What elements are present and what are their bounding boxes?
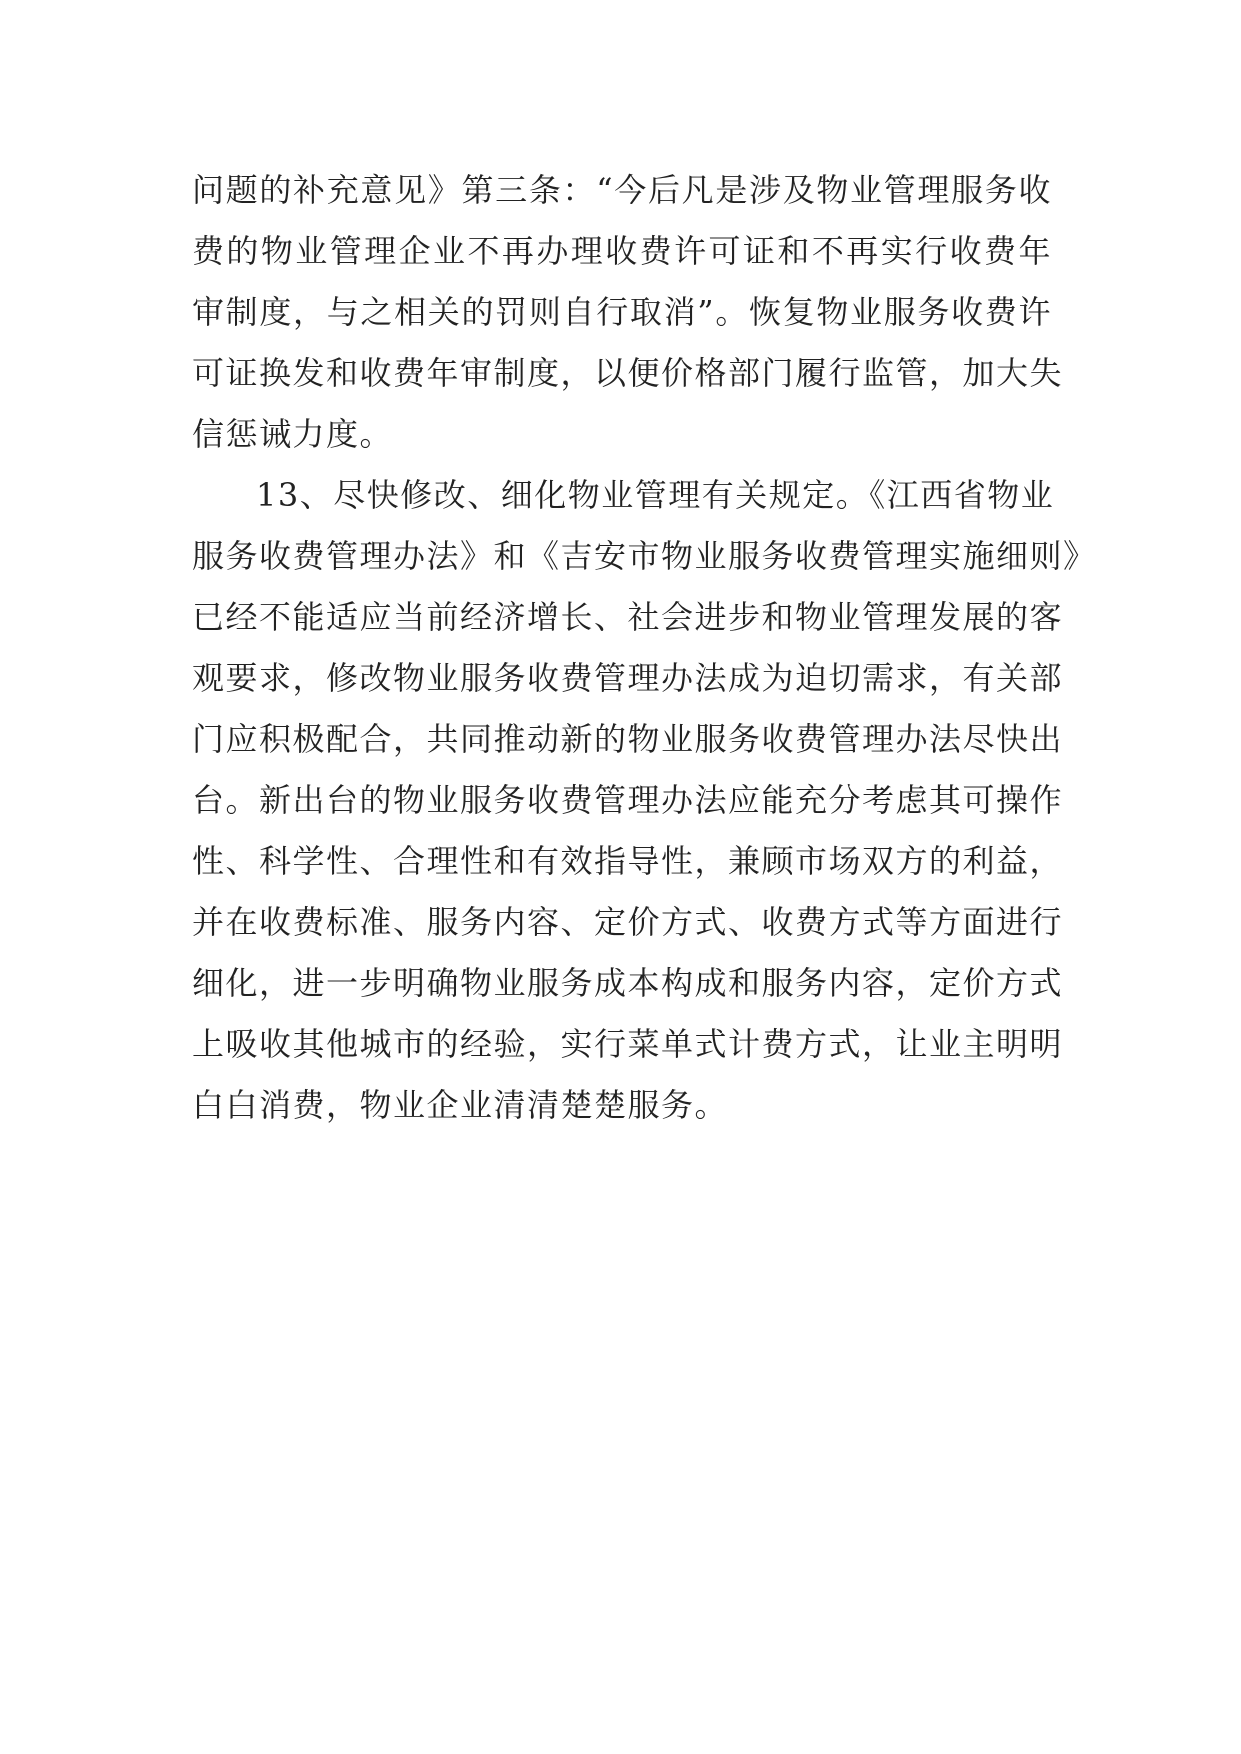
- text-line: 性、科学性、合理性和有效指导性，兼顾市场双方的利益，: [192, 842, 1064, 880]
- text-line: 白白消费，物业企业清清楚楚服务。: [192, 1086, 729, 1124]
- text-line: 信惩诫力度。: [192, 415, 394, 453]
- text-line: 费的物业管理企业不再办理收费许可证和不再实行收费年: [192, 232, 1052, 270]
- text-line: 问题的补充意见》第三条：“今后凡是涉及物业管理服务收: [192, 171, 1052, 209]
- text-line: 并在收费标准、服务内容、定价方式、收费方式等方面进行: [192, 903, 1064, 941]
- paragraph-first-line: 13、尽快修改、细化物业管理有关规定。《江西省物业: [256, 476, 1055, 514]
- text-line: 细化，进一步明确物业服务成本构成和服务内容，定价方式: [192, 964, 1064, 1002]
- text-line: 观要求，修改物业服务收费管理办法成为迫切需求，有关部: [192, 659, 1064, 697]
- document-body: [192, 160, 1097, 1136]
- text-line: 上吸收其他城市的经验，实行菜单式计费方式，让业主明明: [192, 1025, 1064, 1063]
- text-line: 审制度，与之相关的罚则自行取消”。恢复物业服务收费许: [192, 293, 1052, 331]
- text-line: 可证换发和收费年审制度，以便价格部门履行监管，加大失: [192, 354, 1064, 392]
- text-line: 门应积极配合，共同推动新的物业服务收费管理办法尽快出: [192, 720, 1064, 758]
- text-line: 台。新出台的物业服务收费管理办法应能充分考虑其可操作: [192, 781, 1064, 819]
- text-line: 服务收费管理办法》和《吉安市物业服务收费管理实施细则》: [192, 537, 1097, 575]
- text-line: 已经不能适应当前经济增长、社会进步和物业管理发展的客: [192, 598, 1064, 636]
